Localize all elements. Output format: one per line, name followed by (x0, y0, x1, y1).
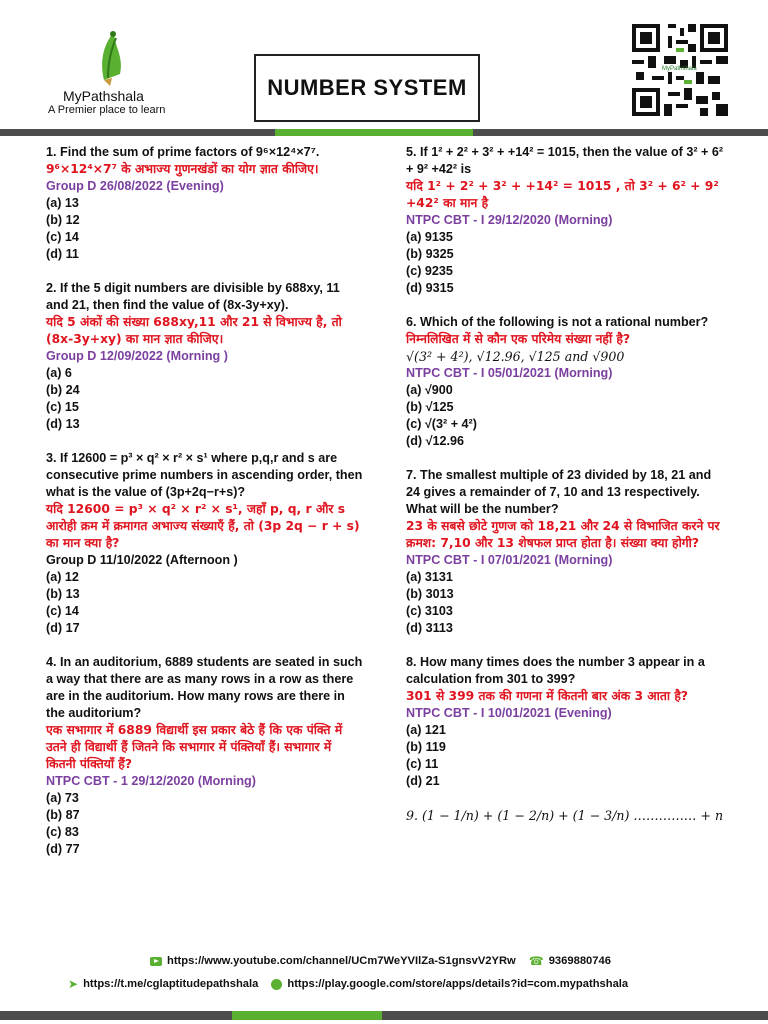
question-text-hindi: 23 के सबसे छोटे गुणज को 18,21 और 24 से विभाजित करने पर क्रमश: 7,10 और 13 शेषफल प्राप्त होता है। संख्या क्या होगी? (406, 519, 720, 550)
question-text: 4. In an auditorium, 6889 students are seated in such a way that there are as many rows in a row as there are in the auditorium. How many rows are there in the auditorium? (46, 655, 363, 720)
option-c: (c) 14 (46, 604, 79, 618)
option-b: (b) √125 (406, 400, 454, 414)
option-c: (c) √(3² + 4²) (406, 417, 477, 431)
option-d: (d) 21 (406, 774, 440, 788)
option-a: (a) 9135 (406, 230, 453, 244)
option-d: (d) 9315 (406, 281, 454, 295)
question-9 (406, 807, 724, 824)
option-d: (d) 11 (46, 247, 79, 261)
page-footer (0, 946, 768, 1006)
title-box (254, 54, 480, 122)
qr-label: MyPathshala (662, 66, 697, 72)
option-d: (d) 13 (46, 417, 80, 431)
option-b: (b) 13 (46, 587, 80, 601)
option-d: (d) 17 (46, 621, 80, 635)
option-c: (c) 9235 (406, 264, 453, 278)
question-text-hindi: निम्नलिखित में से कौन एक परिमेय संख्या नहीं है? (406, 332, 631, 346)
brand-name: MyPathshala (63, 88, 144, 104)
exam-source: NTPC CBT - I 29/12/2020 (Morning) (406, 213, 613, 227)
footer-line-1 (150, 954, 611, 968)
question-text: 2. If the 5 digit numbers are divisible by 688xy, 11 and 21, then find the value of (8x-3y+xy). (46, 281, 340, 312)
question-text: 9. (1 − 1/n) + (1 − 2/n) + (1 − 3/n) …………… + n (406, 808, 724, 823)
phone-number: 9369880746 (548, 955, 611, 967)
option-b: (b) 3013 (406, 587, 454, 601)
exam-source: Group D 26/08/2022 (Evening) (46, 179, 224, 193)
option-c: (c) 3103 (406, 604, 453, 618)
question-4 (46, 654, 364, 858)
question-text: 5. If 1² + 2² + 3² + +14² = 1015, then the value of 3² + 6² + 9² +42² is (406, 145, 724, 176)
question-text-hindi: यदि 1² + 2² + 3² + +14² = 1015 , तो 3² + 6² + 9² +42² का मान है (406, 179, 719, 210)
page-header (0, 0, 768, 140)
bottom-divider-accent (232, 1011, 382, 1020)
option-a: (a) 13 (46, 196, 79, 210)
playstore-link[interactable]: https://play.google.com/store/apps/details?id=com.mypathshala (287, 978, 629, 990)
option-a: (a) 121 (406, 723, 446, 737)
youtube-icon (150, 957, 162, 966)
telegram-icon: ➤ (68, 977, 79, 991)
bottom-divider (0, 1011, 768, 1020)
question-text-hindi: 9⁶×12⁴×7⁷ के अभाज्य गुणनखंडों का योग ज्ञात कीजिए। (46, 162, 319, 176)
option-b: (b) 24 (46, 383, 80, 397)
question-text: 6. Which of the following is not a rational number? (406, 315, 709, 329)
youtube-link[interactable]: https://www.youtube.com/channel/UCm7WeYVIlZa-S1gnsvV2YRw (167, 955, 516, 967)
exam-source: NTPC CBT - I 07/01/2021 (Morning) (406, 553, 613, 567)
option-b: (b) 87 (46, 808, 80, 822)
question-text: 8. How many times does the number 3 appear in a calculation from 301 to 399? (406, 655, 705, 686)
option-a: (a) √900 (406, 383, 453, 397)
top-divider-accent (275, 129, 473, 136)
option-a: (a) 12 (46, 570, 79, 584)
option-d: (d) 77 (46, 842, 80, 856)
question-3 (46, 450, 364, 637)
top-divider (0, 129, 768, 136)
brand-tagline: A Premier place to learn (48, 104, 166, 116)
question-text-hindi: 301 से 399 तक की गणना में कितनी बार अंक 3 आता है? (406, 689, 688, 703)
telegram-link[interactable]: https://t.me/cglaptitudepathshala (83, 978, 259, 990)
option-b: (b) 119 (406, 740, 446, 754)
exam-source: Group D 11/10/2022 (Afternoon ) (46, 553, 238, 567)
question-8 (406, 654, 724, 790)
question-text: 7. The smallest multiple of 23 divided by 18, 21 and 24 gives a remainder of 7, 10 and 13 respectively. What will be the number? (406, 468, 712, 516)
phone-icon: ☎ (528, 954, 544, 968)
option-c: (c) 14 (46, 230, 79, 244)
question-text: 3. If 12600 = p³ × q² × r² × s¹ where p,q,r and s are consecutive prime numbers in ascending order, then what is the value of (3p+2q−r+s)? (46, 451, 363, 499)
question-text-hindi: एक सभागार में 6889 विद्यार्थी इस प्रकार बेठे हैं कि एक पंक्ति में उतने ही विद्यार्थी हैं जितने कि सभागार में पंक्तियाँ हैं। सभागार में कितनी पंक्तियाँ हैं? (46, 723, 343, 771)
option-a: (a) 6 (46, 366, 72, 380)
question-7 (406, 467, 724, 637)
question-6 (406, 314, 724, 450)
radical-list: √(3² + 4²), √12.96, √125 and √900 (406, 349, 625, 364)
page-title: NUMBER SYSTEM (267, 75, 467, 100)
footer-line-2 (68, 977, 628, 991)
left-column (46, 144, 364, 875)
google-play-icon (271, 979, 282, 990)
option-d: (d) √12.96 (406, 434, 465, 448)
question-text: 1. Find the sum of prime factors of 9⁶×12⁴×7⁷. (46, 145, 320, 159)
exam-source: NTPC CBT - I 05/01/2021 (Morning) (406, 366, 613, 380)
question-1 (46, 144, 364, 263)
option-b: (b) 9325 (406, 247, 454, 261)
question-text-hindi: यदि 5 अंकों की संख्या 688xy,11 और 21 से विभाज्य है, तो (8x-3y+xy) का मान ज्ञात कीजिए। (46, 315, 342, 346)
option-a: (a) 3131 (406, 570, 453, 584)
option-c: (c) 15 (46, 400, 79, 414)
option-c: (c) 11 (406, 757, 439, 771)
question-5 (406, 144, 724, 297)
exam-source: Group D 12/09/2022 (Morning ) (46, 349, 228, 363)
right-column (406, 144, 724, 841)
pencil-leaf-icon (98, 28, 128, 88)
option-c: (c) 83 (46, 825, 79, 839)
question-2 (46, 280, 364, 433)
option-a: (a) 73 (46, 791, 79, 805)
option-d: (d) 3113 (406, 621, 453, 635)
question-text-hindi: यदि 12600 = p³ × q² × r² × s¹, जहाँ p, q, r और s आरोही क्रम में क्रमागत अभाज्य संख्याएँ हैं, तो (3p 2q − r + s) का मान क्या है? (46, 502, 360, 550)
option-b: (b) 12 (46, 213, 80, 227)
exam-source: NTPC CBT - 1 29/12/2020 (Morning) (46, 774, 256, 788)
exam-source: NTPC CBT - I 10/01/2021 (Evening) (406, 706, 612, 720)
